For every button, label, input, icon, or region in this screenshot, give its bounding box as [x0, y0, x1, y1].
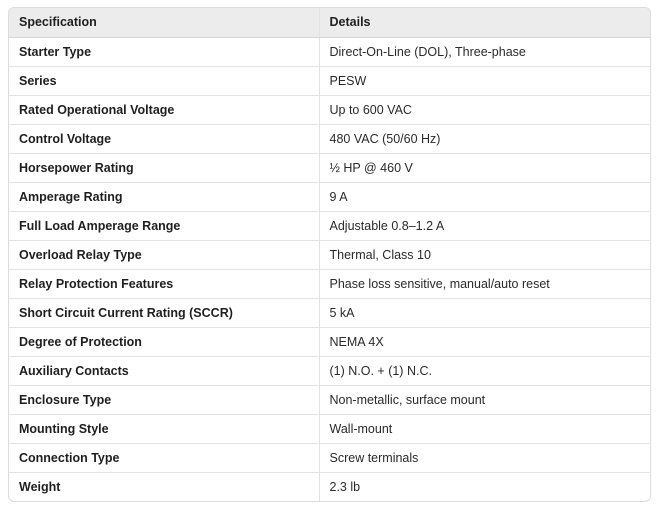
- spec-cell: Connection Type: [9, 443, 319, 472]
- table-row: [9, 240, 650, 269]
- table-row: [9, 385, 650, 414]
- detail-cell: Non-metallic, surface mount: [319, 385, 650, 414]
- detail-cell: Up to 600 VAC: [319, 95, 650, 124]
- table-row: [9, 414, 650, 443]
- detail-cell: Adjustable 0.8–1.2 A: [319, 211, 650, 240]
- spec-cell: Degree of Protection: [9, 327, 319, 356]
- detail-cell: NEMA 4X: [319, 327, 650, 356]
- detail-cell: 9 A: [319, 182, 650, 211]
- detail-cell: 2.3 lb: [319, 472, 650, 501]
- detail-cell: PESW: [319, 66, 650, 95]
- table-header: [9, 8, 650, 37]
- detail-cell: 5 kA: [319, 298, 650, 327]
- table-row: [9, 211, 650, 240]
- table-row: [9, 124, 650, 153]
- detail-cell: ½ HP @ 460 V: [319, 153, 650, 182]
- spec-cell: Mounting Style: [9, 414, 319, 443]
- spec-cell: Overload Relay Type: [9, 240, 319, 269]
- detail-cell: Screw terminals: [319, 443, 650, 472]
- header-specification: Specification: [9, 8, 319, 37]
- header-row: [9, 8, 650, 37]
- spec-cell: Short Circuit Current Rating (SCCR): [9, 298, 319, 327]
- table-row: [9, 153, 650, 182]
- table-row: [9, 66, 650, 95]
- table-row: [9, 327, 650, 356]
- table-row: [9, 269, 650, 298]
- spec-cell: Weight: [9, 472, 319, 501]
- table-body: [9, 37, 650, 501]
- detail-cell: Thermal, Class 10: [319, 240, 650, 269]
- header-details: Details: [319, 8, 650, 37]
- specification-table: [8, 7, 651, 502]
- table-row: [9, 443, 650, 472]
- spec-cell: Amperage Rating: [9, 182, 319, 211]
- detail-cell: Phase loss sensitive, manual/auto reset: [319, 269, 650, 298]
- spec-cell: Starter Type: [9, 37, 319, 66]
- table-row: [9, 298, 650, 327]
- spec-cell: Rated Operational Voltage: [9, 95, 319, 124]
- table-row: [9, 95, 650, 124]
- table-row: [9, 356, 650, 385]
- spec-cell: Enclosure Type: [9, 385, 319, 414]
- detail-cell: Direct-On-Line (DOL), Three-phase: [329, 44, 526, 59]
- table-row: [9, 37, 650, 66]
- spec-cell: Control Voltage: [9, 124, 319, 153]
- detail-cell: Wall-mount: [319, 414, 650, 443]
- spec-cell: Relay Protection Features: [9, 269, 319, 298]
- spec-cell: Auxiliary Contacts: [9, 356, 319, 385]
- table-row: [9, 472, 650, 501]
- spec-cell: Series: [9, 66, 319, 95]
- spec-cell: Horsepower Rating: [9, 153, 319, 182]
- detail-cell: (1) N.O. + (1) N.C.: [319, 356, 650, 385]
- spec-table-grid: [9, 8, 650, 501]
- spec-cell: Full Load Amperage Range: [9, 211, 319, 240]
- table-row: [9, 182, 650, 211]
- detail-cell: 480 VAC (50/60 Hz): [319, 124, 650, 153]
